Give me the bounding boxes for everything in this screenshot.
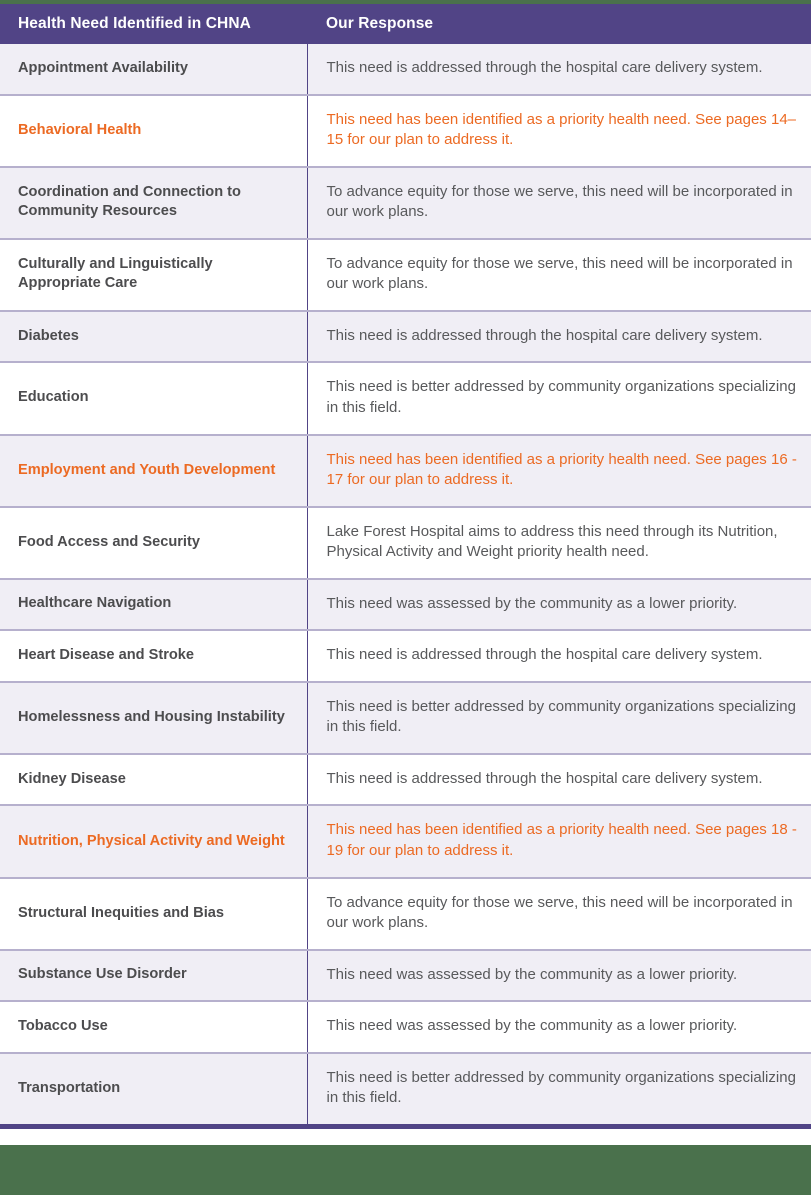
table-row [0,44,811,95]
bottom-green-band [0,1145,811,1195]
cell-our-response: This need has been identified as a priority health need. See pages 14–15 for our plan to address it. [307,95,811,167]
table-row [0,95,811,167]
cell-health-need: Nutrition, Physical Activity and Weight [0,805,307,877]
cell-our-response: To advance equity for those we serve, this need will be incorporated in our work plans. [307,239,811,311]
cell-our-response: This need has been identified as a priority health need. See pages 16 - 17 for our plan to address it. [307,435,811,507]
cell-health-need: Education [0,362,307,434]
cell-our-response: This need is better addressed by community organizations specializing in this field. [307,362,811,434]
table-header-row [0,4,811,44]
table-row [0,435,811,507]
table-row [0,805,811,877]
table-row [0,167,811,239]
cell-our-response: This need was assessed by the community as a lower priority. [307,579,811,631]
cell-our-response: This need is addressed through the hospital care delivery system. [307,44,811,95]
table-row [0,878,811,950]
cell-our-response: This need is addressed through the hospital care delivery system. [307,311,811,363]
cell-our-response: This need is better addressed by community organizations specializing in this field. [307,1053,811,1127]
cell-health-need: Tobacco Use [0,1001,307,1053]
table-body [0,44,811,1126]
table-row [0,239,811,311]
table-row [0,754,811,806]
table-row [0,1053,811,1127]
column-header-our-response: Our Response [307,4,811,44]
cell-our-response: This need was assessed by the community as a lower priority. [307,950,811,1002]
cell-health-need: Homelessness and Housing Instability [0,682,307,754]
cell-health-need: Employment and Youth Development [0,435,307,507]
table-header [0,4,811,44]
table-row [0,950,811,1002]
cell-health-need: Culturally and Linguistically Appropriate Care [0,239,307,311]
table-row [0,579,811,631]
cell-health-need: Diabetes [0,311,307,363]
table-row [0,630,811,682]
cell-health-need: Coordination and Connection to Community Resources [0,167,307,239]
table-row [0,311,811,363]
cell-our-response: To advance equity for those we serve, this need will be incorporated in our work plans. [307,878,811,950]
cell-health-need: Behavioral Health [0,95,307,167]
needs-table-container [0,4,811,1129]
cell-health-need: Healthcare Navigation [0,579,307,631]
cell-health-need: Kidney Disease [0,754,307,806]
table-row [0,362,811,434]
cell-health-need: Appointment Availability [0,44,307,95]
table-row [0,507,811,579]
cell-our-response: This need has been identified as a priority health need. See pages 18 - 19 for our plan to address it. [307,805,811,877]
cell-health-need: Heart Disease and Stroke [0,630,307,682]
cell-health-need: Substance Use Disorder [0,950,307,1002]
cell-our-response: This need was assessed by the community as a lower priority. [307,1001,811,1053]
cell-health-need: Food Access and Security [0,507,307,579]
table-row [0,1001,811,1053]
cell-health-need: Transportation [0,1053,307,1127]
cell-our-response: Lake Forest Hospital aims to address this need through its Nutrition, Physical Activity and Weight priority health need. [307,507,811,579]
health-needs-response-table [0,4,811,1129]
cell-our-response: This need is addressed through the hospital care delivery system. [307,630,811,682]
column-header-health-need: Health Need Identified in CHNA [0,4,307,44]
cell-our-response: This need is better addressed by community organizations specializing in this field. [307,682,811,754]
cell-our-response: This need is addressed through the hospital care delivery system. [307,754,811,806]
cell-our-response: To advance equity for those we serve, this need will be incorporated in our work plans. [307,167,811,239]
cell-health-need: Structural Inequities and Bias [0,878,307,950]
table-row [0,682,811,754]
